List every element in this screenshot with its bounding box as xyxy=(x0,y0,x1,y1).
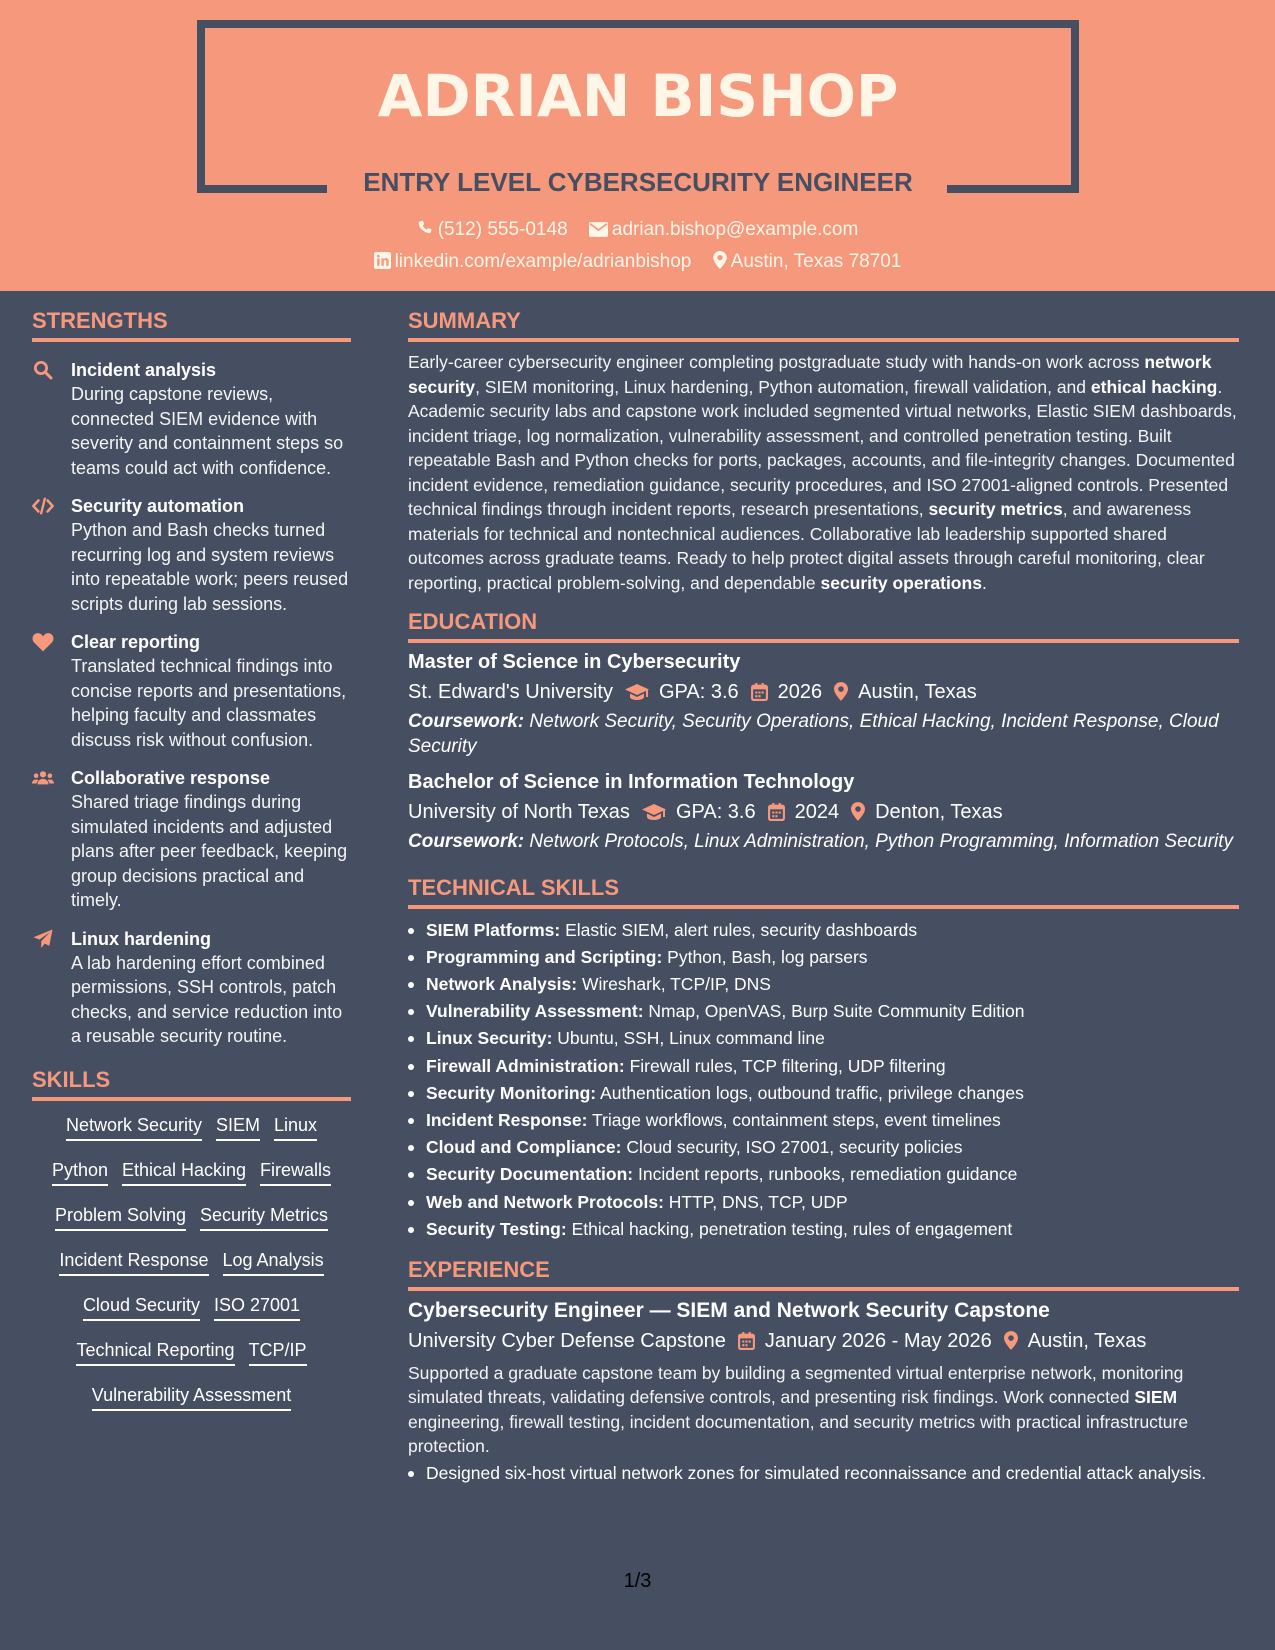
skill-tag: Log Analysis xyxy=(223,1248,324,1276)
strength-item xyxy=(32,766,351,913)
list-item: Security Documentation: Incident reports, runbooks, remediation guidance xyxy=(408,1161,1239,1188)
coursework: Coursework: Network Security, Security Operations, Ethical Hacking, Incident Response, Cloud Security xyxy=(408,711,1219,757)
skill-tag: SIEM xyxy=(216,1113,260,1141)
skill-tag: Incident Response xyxy=(59,1248,208,1276)
experience-meta xyxy=(408,1327,1239,1355)
strength-title: Collaborative response xyxy=(71,768,271,788)
strength-item xyxy=(32,494,351,616)
gpa: GPA: 3.6 xyxy=(675,801,756,823)
contact-row-1 xyxy=(0,219,1275,241)
skill-tag: Ethical Hacking xyxy=(122,1158,246,1186)
summary-heading: SUMMARY xyxy=(408,308,1239,342)
location-contact xyxy=(713,251,902,273)
school-location: Denton, Texas xyxy=(875,801,1003,823)
map-pin-icon xyxy=(713,251,727,269)
list-item: Programming and Scripting: Python, Bash, log parsers xyxy=(408,944,1239,971)
grad-year: 2026 xyxy=(777,681,823,703)
location-text: Austin, Texas 78701 xyxy=(730,251,902,272)
skill-tag: Security Metrics xyxy=(200,1203,328,1231)
page-indicator: 1/3 xyxy=(623,1570,652,1592)
skill-tag: Firewalls xyxy=(260,1158,331,1186)
strengths-list xyxy=(32,358,351,1049)
strength-item xyxy=(32,927,351,1049)
strengths-heading: STRENGTHS xyxy=(32,308,351,342)
strength-title: Clear reporting xyxy=(71,632,201,652)
list-item: SIEM Platforms: Elastic SIEM, alert rules, security dashboards xyxy=(408,917,1239,944)
education-meta xyxy=(408,678,1239,706)
phone-contact[interactable] xyxy=(417,219,568,241)
paper-plane-icon xyxy=(32,929,54,949)
list-item: Web and Network Protocols: HTTP, DNS, TCP, UDP xyxy=(408,1189,1239,1216)
envelope-icon xyxy=(589,222,608,237)
skill-tag: Linux xyxy=(274,1113,317,1141)
list-item: Designed six-host virtual network zones for simulated reconnaissance and credential attack analysis. xyxy=(408,1461,1239,1486)
linkedin-text: linkedin.com/example/adrianbishop xyxy=(394,251,692,272)
graduation-cap-icon xyxy=(625,683,649,701)
experience-entry xyxy=(408,1299,1239,1486)
strength-desc: Shared triage findings during simulated incidents and adjusted plans after peer feedback, keeping group decisions practical and timely. xyxy=(71,792,348,910)
calendar-icon xyxy=(768,803,785,821)
job-bullets xyxy=(408,1461,1239,1486)
calendar-icon xyxy=(751,683,768,701)
map-pin-icon xyxy=(851,802,865,821)
strength-title: Linux hardening xyxy=(71,928,212,949)
skill-tag: Network Security xyxy=(66,1113,202,1141)
linkedin-contact[interactable] xyxy=(374,251,692,273)
linkedin-icon xyxy=(374,252,391,269)
coursework: Coursework: Network Protocols, Linux Administration, Python Programming, Information Security xyxy=(408,831,1234,852)
email-text: adrian.bishop@example.com xyxy=(611,219,859,240)
education-meta xyxy=(408,798,1239,826)
education-heading: EDUCATION xyxy=(408,609,1239,643)
candidate-name: ADRIAN BISHOP xyxy=(377,62,899,130)
skills-heading: SKILLS xyxy=(32,1067,351,1101)
skill-tag: Vulnerability Assessment xyxy=(92,1383,291,1411)
resume-header xyxy=(0,0,1275,291)
list-item: Security Monitoring: Authentication logs, outbound traffic, privilege changes xyxy=(408,1080,1239,1107)
code-icon xyxy=(32,496,54,516)
map-pin-icon xyxy=(834,682,848,701)
experience-heading: EXPERIENCE xyxy=(408,1257,1239,1291)
skill-tag: TCP/IP xyxy=(249,1338,307,1366)
skills-cloud xyxy=(32,1101,351,1411)
job-title: ENTRY LEVEL CYBERSECURITY ENGINEER xyxy=(363,167,913,197)
strength-item xyxy=(32,358,351,480)
strength-desc: Translated technical findings into concise reports and presentations, helping faculty and classmates discuss risk without confusion. xyxy=(71,656,347,750)
list-item: Firewall Administration: Firewall rules, TCP filtering, UDP filtering xyxy=(408,1053,1239,1080)
degree-title: Master of Science in Cybersecurity xyxy=(408,651,741,673)
strength-item xyxy=(32,630,351,752)
technical-skills-list xyxy=(408,917,1239,1243)
contact-row-2 xyxy=(0,251,1275,273)
graduation-cap-icon xyxy=(642,803,666,821)
phone-icon xyxy=(417,220,434,237)
education-entry xyxy=(408,771,1239,855)
summary-text: Early-career cybersecurity engineer completing postgraduate study with hands-on work across network security, SIEM monitoring, Linux hardening, Python automation, firewall validation, and ethical hacking. Academic security labs and capstone work included segmented virtual networks, Elastic SIEM dashboards, incident triage, log normalization, vulnerability assessment, and controlled penetration testing. Built repeatable Bash and Python checks for ports, packages, accounts, and file-integrity changes. Documented incident evidence, remediation guidance, security procedures, and ISO 27001-aligned controls. Presented technical findings through incident reports, research presentations, security metrics, and awareness materials for technical and nontechnical audiences. Collaborative lab leadership supported shared outcomes across graduate teams. Ready to help protect digital assets through careful monitoring, clear reporting, practical problem-solving, and dependable security operations. xyxy=(408,352,1237,593)
calendar-icon xyxy=(738,1332,755,1350)
strength-desc: Python and Bash checks turned recurring log and system reviews into repeatable work; peers reused scripts during lab sessions. xyxy=(71,520,349,614)
skill-tag: Problem Solving xyxy=(55,1203,186,1231)
education-entry xyxy=(408,651,1239,759)
phone-text: (512) 555-0148 xyxy=(437,219,568,240)
strength-desc: During capstone reviews, connected SIEM evidence with severity and containment steps so teams could act with confidence. xyxy=(71,384,344,478)
list-item: Incident Response: Triage workflows, containment steps, event timelines xyxy=(408,1107,1239,1134)
strength-desc: A lab hardening effort combined permissions, SSH controls, patch checks, and service reduction into a reusable security routine. xyxy=(71,952,343,1046)
job-description: Supported a graduate capstone team by building a segmented virtual enterprise network, monitoring simulated threats, validating defensive controls, and presenting risk findings. Work connected SIEM engineering, firewall testing, incident documentation, and security metrics with practical infrastructure protection. xyxy=(408,1362,1189,1457)
technical-skills-heading: TECHNICAL SKILLS xyxy=(408,875,1239,909)
search-icon xyxy=(32,360,54,380)
job-dates: January 2026 - May 2026 xyxy=(764,1329,992,1352)
map-pin-icon xyxy=(1004,1331,1018,1350)
organization: University Cyber Defense Capstone xyxy=(408,1329,726,1352)
list-item: Network Analysis: Wireshark, TCP/IP, DNS xyxy=(408,971,1239,998)
skill-tag: Technical Reporting xyxy=(76,1338,234,1366)
users-icon xyxy=(32,768,54,788)
skill-tag: ISO 27001 xyxy=(214,1293,300,1321)
job-role-title: Cybersecurity Engineer — SIEM and Network Security Capstone xyxy=(408,1298,1050,1322)
right-column xyxy=(408,291,1239,1485)
job-location: Austin, Texas xyxy=(1027,1329,1147,1352)
email-contact[interactable] xyxy=(589,219,858,241)
strength-title: Incident analysis xyxy=(71,360,217,380)
skill-tag: Cloud Security xyxy=(83,1293,200,1321)
school-name: University of North Texas xyxy=(408,801,630,823)
heart-icon xyxy=(32,632,54,652)
school-name: St. Edward's University xyxy=(408,681,613,703)
school-location: Austin, Texas xyxy=(858,681,977,703)
gpa: GPA: 3.6 xyxy=(659,681,739,703)
degree-title: Bachelor of Science in Information Technology xyxy=(408,771,855,793)
list-item: Vulnerability Assessment: Nmap, OpenVAS, Burp Suite Community Edition xyxy=(408,998,1239,1025)
list-item: Cloud and Compliance: Cloud security, ISO 27001, security policies xyxy=(408,1134,1239,1161)
strength-title: Security automation xyxy=(71,496,245,516)
list-item: Security Testing: Ethical hacking, penetration testing, rules of engagement xyxy=(408,1216,1239,1243)
grad-year: 2024 xyxy=(794,801,840,823)
left-column xyxy=(32,291,351,1428)
skill-tag: Python xyxy=(52,1158,108,1186)
list-item: Linux Security: Ubuntu, SSH, Linux command line xyxy=(408,1025,1239,1052)
